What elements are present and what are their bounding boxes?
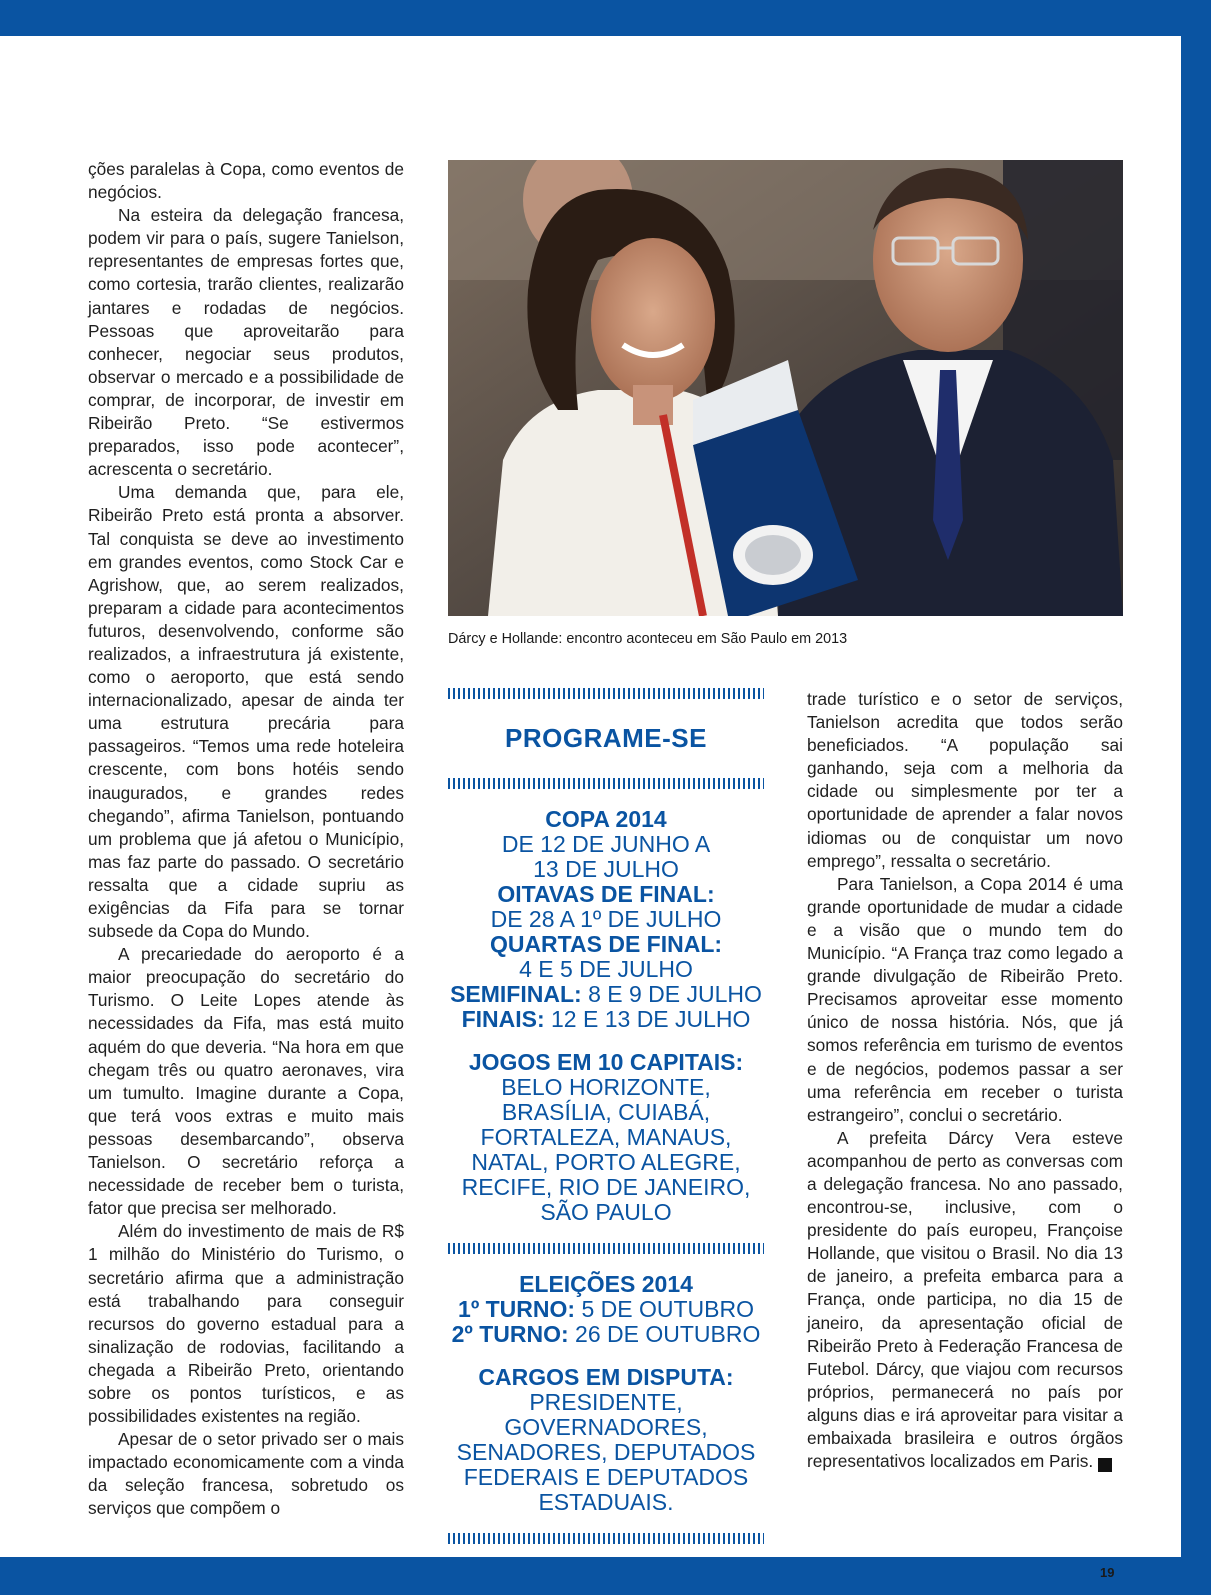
semifinal-line	[448, 982, 764, 1007]
page-frame-bottom	[0, 1557, 1211, 1595]
paragraph: Apesar de o setor privado ser o mais impactado economicamente com a vinda da seleção francesa, sobretudo os serviços que compõem o	[88, 1429, 404, 1519]
finais-label: FINAIS:	[461, 1006, 545, 1032]
paragraph: ções paralelas à Copa, como eventos de negócios.	[88, 159, 404, 203]
eleicoes-title: ELEIÇÕES 2014	[519, 1271, 693, 1297]
paragraph: Uma demanda que, para ele, Ribeirão Preto está pronta a absorver. Tal conquista se deve ao investimento em grandes eventos, como Stock Car e Agrishow, que, ao serem realizados, preparam a cidade para acontecimentos futuros, desenvolvendo, conforme são realizados, a infraestrutura já existente, como o aeroporto, que está sendo internacionalizado, apesar de ainda ter uma estrutura precária para passageiros. “Temos uma rede hoteleira crescente, com bons hotéis sendo inaugurados, e grandes redes chegando”, afirma Tanielson, pontuando um problema que já afetou o Município, mas faz parte do passado. O secretário ressalta que a cidade supriu as exigências da Fifa para se tornar subsede da Copa do Mundo.	[88, 482, 404, 942]
paragraph	[807, 1127, 1133, 1473]
semifinal-label: SEMIFINAL:	[450, 981, 582, 1007]
article-right-column	[807, 688, 1133, 1473]
page-frame-top	[0, 0, 1211, 36]
cargos-list: PRESIDENTE, GOVERNADORES, SENADORES, DEPUTADOS FEDERAIS E DEPUTADOS ESTADUAIS.	[456, 1389, 756, 1515]
cargos-section	[448, 1365, 764, 1515]
article-left-column	[88, 158, 404, 1521]
photo-caption: Dárcy e Hollande: encontro aconteceu em São Paulo em 2013	[448, 631, 848, 647]
eleicoes-section	[448, 1272, 764, 1347]
dotted-divider	[448, 688, 764, 699]
turno1-label: 1º TURNO:	[458, 1296, 576, 1322]
finais-line	[448, 1007, 764, 1032]
finais-dates: 12 E 13 DE JULHO	[551, 1006, 751, 1032]
oitavas-dates: DE 28 A 1º DE JULHO	[490, 906, 722, 932]
article-photo	[448, 160, 1123, 616]
turno1-line	[448, 1297, 764, 1322]
paragraph: Além do investimento de mais de R$ 1 milhão do Ministério do Turismo, o secretário afirma que a administração está trabalhando para conseguir recursos do governo estadual para a sinalização de rodovias, facilitando a chegada a Ribeirão Preto, orientando sobre os pontos turísticos, e as possibilidades existentes na região.	[88, 1221, 404, 1427]
copa-dates: DE 12 DE JUNHO A 13 DE JULHO	[501, 831, 711, 882]
oitavas-label: OITAVAS DE FINAL:	[497, 881, 715, 907]
cargos-label: CARGOS EM DISPUTA:	[478, 1364, 734, 1390]
turno2-line	[448, 1322, 764, 1347]
end-mark-icon: r	[1098, 1458, 1112, 1472]
semifinal-dates: 8 E 9 DE JULHO	[588, 981, 762, 1007]
paragraph: trade turístico e o setor de serviços, Tanielson acredita que todos serão beneficiados. “A população sai ganhando, seja com a melhoria da cidade ou simplesmente por ter a oportunidade de aprender a falar novos idiomas ou de conquistar um novo emprego”, ressalta o secretário.	[807, 689, 1123, 871]
copa-section	[448, 807, 764, 1032]
page-frame-right	[1181, 0, 1211, 1595]
turno2-label: 2º TURNO:	[451, 1321, 569, 1347]
quartas-dates: 4 E 5 DE JULHO	[519, 956, 693, 982]
dotted-divider	[448, 1533, 764, 1544]
photo-illustration	[448, 160, 1123, 616]
turno2-date: 26 DE OUTUBRO	[575, 1321, 761, 1347]
jogos-section	[448, 1050, 764, 1225]
page-number: 19	[1100, 1565, 1115, 1580]
jogos-label: JOGOS EM 10 CAPITAIS:	[468, 1049, 744, 1075]
paragraph: Para Tanielson, a Copa 2014 é uma grande oportunidade de mudar a cidade e a visão que o mundo tem do Município. “A França traz como legado a grande divulgação de Ribeirão Preto. Precisamos aproveitar esse momento único de nossa história. Nós, que já somos referência em turismo de eventos e de negócios, podemos passar a ser uma referência em receber o turista estrangeiro”, conclui o secretário.	[807, 873, 1123, 1125]
dotted-divider	[448, 778, 764, 789]
paragraph: A precariedade do aeroporto é a maior preocupação do secretário do Turismo. O Leite Lopes atende às necessidades da Fifa, mas está muito aquém do que deveria. “Na hora em que chegam três ou quatro aeronaves, vira um tumulto. Imagine durante a Copa, que terá voos extras e muito mais pessoas desembarcando”, observa Tanielson. O secretário reforça a necessidade de receber bem o turista, fator que precisa ser melhorado.	[88, 944, 404, 1219]
programe-se-sidebar	[448, 688, 764, 1544]
paragraph: Na esteira da delegação francesa, podem vir para o país, sugere Tanielson, representantes de empresas fortes que, como cortesia, trarão clientes, realizarão jantares e rodadas de negócios. Pessoas que aproveitarão para conhecer, negociar seus produtos, observar o mercado e a possibilidade de comprar, de incorporar, de investir em Ribeirão Preto. “Se estivermos preparados, isso pode acontecer”, acrescenta o secretário.	[88, 205, 404, 480]
dotted-divider	[448, 1243, 764, 1254]
jogos-cities: BELO HORIZONTE, BRASÍLIA, CUIABÁ, FORTALEZA, MANAUS, NATAL, PORTO ALEGRE, RECIFE, RIO DE JANEIRO, SÃO PAULO	[461, 1074, 751, 1225]
paragraph-text: A prefeita Dárcy Vera esteve acompanhou de perto as conversas com a delegação francesa. No ano passado, encontrou-se, inclusive, com o presidente do país europeu, Françoise Hollande, que visitou o Brasil. No dia 13 de janeiro, a prefeita embarca para a França, onde participa, no dia 15 de janeiro, da apresentação oficial de Ribeirão Preto à Federação Francesa de Futebol. Dárcy, que viajou com recursos próprios, permanecerá no país por alguns dias e irá aproveitar para visitar a embaixada brasileira e outros órgãos representativos localizados em Paris.	[807, 1127, 1123, 1472]
sidebar-title: PROGRAME-SE	[505, 723, 707, 753]
turno1-date: 5 DE OUTUBRO	[581, 1296, 754, 1322]
quartas-label: QUARTAS DE FINAL:	[489, 931, 723, 957]
copa-title: COPA 2014	[545, 806, 667, 832]
